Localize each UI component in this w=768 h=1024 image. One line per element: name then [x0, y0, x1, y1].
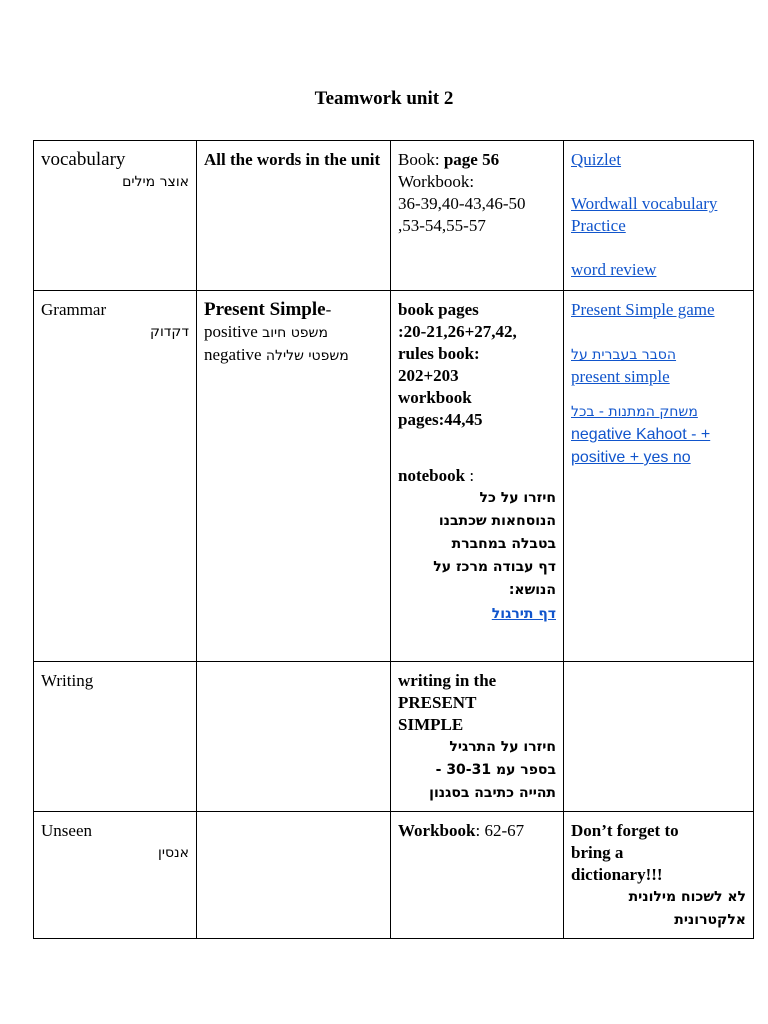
topic-label-en: vocabulary: [41, 149, 126, 170]
pages-cell: [391, 141, 564, 291]
table-row-writing: [34, 662, 754, 812]
workbook-line: [398, 820, 556, 842]
negative-he: משפטי שלילה: [265, 348, 349, 364]
content-title: Present Simple: [204, 299, 326, 320]
writing-task-line: writing in the: [398, 671, 497, 690]
pages-line: book pages: [398, 300, 479, 319]
links-cell: [564, 812, 754, 939]
negative-en: negative: [204, 345, 262, 364]
topic-label-he: דקדוק: [150, 324, 189, 340]
workbook-label: Workbook: [398, 821, 476, 840]
positive-he: משפט חיוב: [262, 325, 328, 341]
positive-en: positive: [204, 322, 258, 341]
notebook-line: [398, 465, 556, 487]
writing-task-line: SIMPLE: [398, 715, 464, 734]
topic-label-en: Writing: [41, 671, 94, 690]
links-cell: [564, 291, 754, 662]
reminder-he-line: אלקטרונית: [674, 912, 746, 928]
quizlet-link[interactable]: Quizlet: [571, 150, 622, 169]
reminder-line: Don’t forget to: [571, 821, 679, 840]
writing-task-line: PRESENT: [398, 693, 477, 712]
reminder-line: bring a: [571, 843, 624, 862]
pages-line: :20-21,26+27,42,: [398, 322, 517, 341]
word-review-link[interactable]: word review: [571, 260, 657, 279]
pages-line: rules book:: [398, 344, 480, 363]
topic-cell: [34, 812, 197, 939]
topic-label-he: אנסין: [158, 845, 189, 861]
book-line: [398, 149, 556, 171]
unit-plan-table: [33, 140, 754, 939]
book-pages: page 56: [443, 150, 500, 169]
links-cell: [564, 662, 754, 812]
content-cell: [197, 662, 391, 812]
notebook-note-line: בטבלה במחברת: [451, 536, 556, 552]
present-simple-game-link[interactable]: Present Simple game: [571, 300, 715, 319]
kahoot-link[interactable]: [571, 400, 746, 469]
kahoot-en[interactable]: negative Kahoot - + positive + yes no: [571, 426, 711, 466]
reminder-line: dictionary!!!: [571, 865, 663, 884]
pages-cell: [391, 662, 564, 812]
positive-line: [204, 321, 383, 344]
page-title: Teamwork unit 2: [314, 88, 454, 109]
hebrew-explanation-he[interactable]: הסבר בעברית על: [571, 347, 677, 363]
links-cell: [564, 141, 754, 291]
notebook-note-line: הנוסחאות שכתבנו: [438, 513, 556, 529]
workbook-pages-line-2: ,53-54,55-57: [398, 216, 486, 235]
pages-cell: [391, 812, 564, 939]
notebook-label: notebook: [398, 466, 466, 485]
content-text: All the words in the unit: [204, 150, 381, 169]
pages-line: 202+203: [398, 366, 459, 385]
topic-label-en: Unseen: [41, 821, 92, 840]
content-cell: [197, 141, 391, 291]
worksheet-link[interactable]: דף תירגול: [491, 606, 556, 622]
notebook-note-line: הנושא:: [508, 582, 556, 598]
reminder-he-line: לא לשכוח מילונית: [628, 889, 746, 905]
writing-note-line: חיזרו על התרגיל: [449, 739, 556, 755]
topic-cell: [34, 662, 197, 812]
notebook-note-line: חיזרו על כל: [479, 490, 556, 506]
negative-line: [204, 344, 383, 367]
workbook-prefix: Workbook:: [398, 172, 475, 191]
content-cell: [197, 812, 391, 939]
content-cell: [197, 291, 391, 662]
workbook-pages-line-1: 36-39,40-43,46-50: [398, 194, 526, 213]
pages-cell: [391, 291, 564, 662]
notebook-note-line: דף עבודה מרכז על: [433, 559, 556, 575]
hebrew-explanation-link[interactable]: [571, 343, 746, 388]
kahoot-he[interactable]: משחק המתנות - בכל: [571, 404, 698, 420]
table-row-vocabulary: [34, 141, 754, 291]
content-heading: [204, 299, 383, 321]
topic-cell: [34, 141, 197, 291]
hebrew-explanation-en[interactable]: present simple: [571, 367, 670, 386]
notebook-colon: :: [465, 466, 475, 485]
writing-note-line: בספר עמ 30-31 -: [435, 762, 556, 778]
wordwall-link[interactable]: Wordwall vocabulary Practice: [571, 194, 718, 235]
topic-cell: [34, 291, 197, 662]
book-prefix: Book:: [398, 150, 440, 169]
pages-line: pages:44,45: [398, 410, 483, 429]
content-dash: -: [325, 300, 332, 319]
table-row-grammar: [34, 291, 754, 662]
table-row-unseen: [34, 812, 754, 939]
pages-line: workbook: [398, 388, 472, 407]
topic-label-he: אוצר מילים: [122, 174, 189, 190]
workbook-pages: : 62-67: [475, 821, 525, 840]
writing-note-line: תהייה כתיבה בסגנון: [429, 785, 556, 801]
topic-label-en: Grammar: [41, 300, 107, 319]
